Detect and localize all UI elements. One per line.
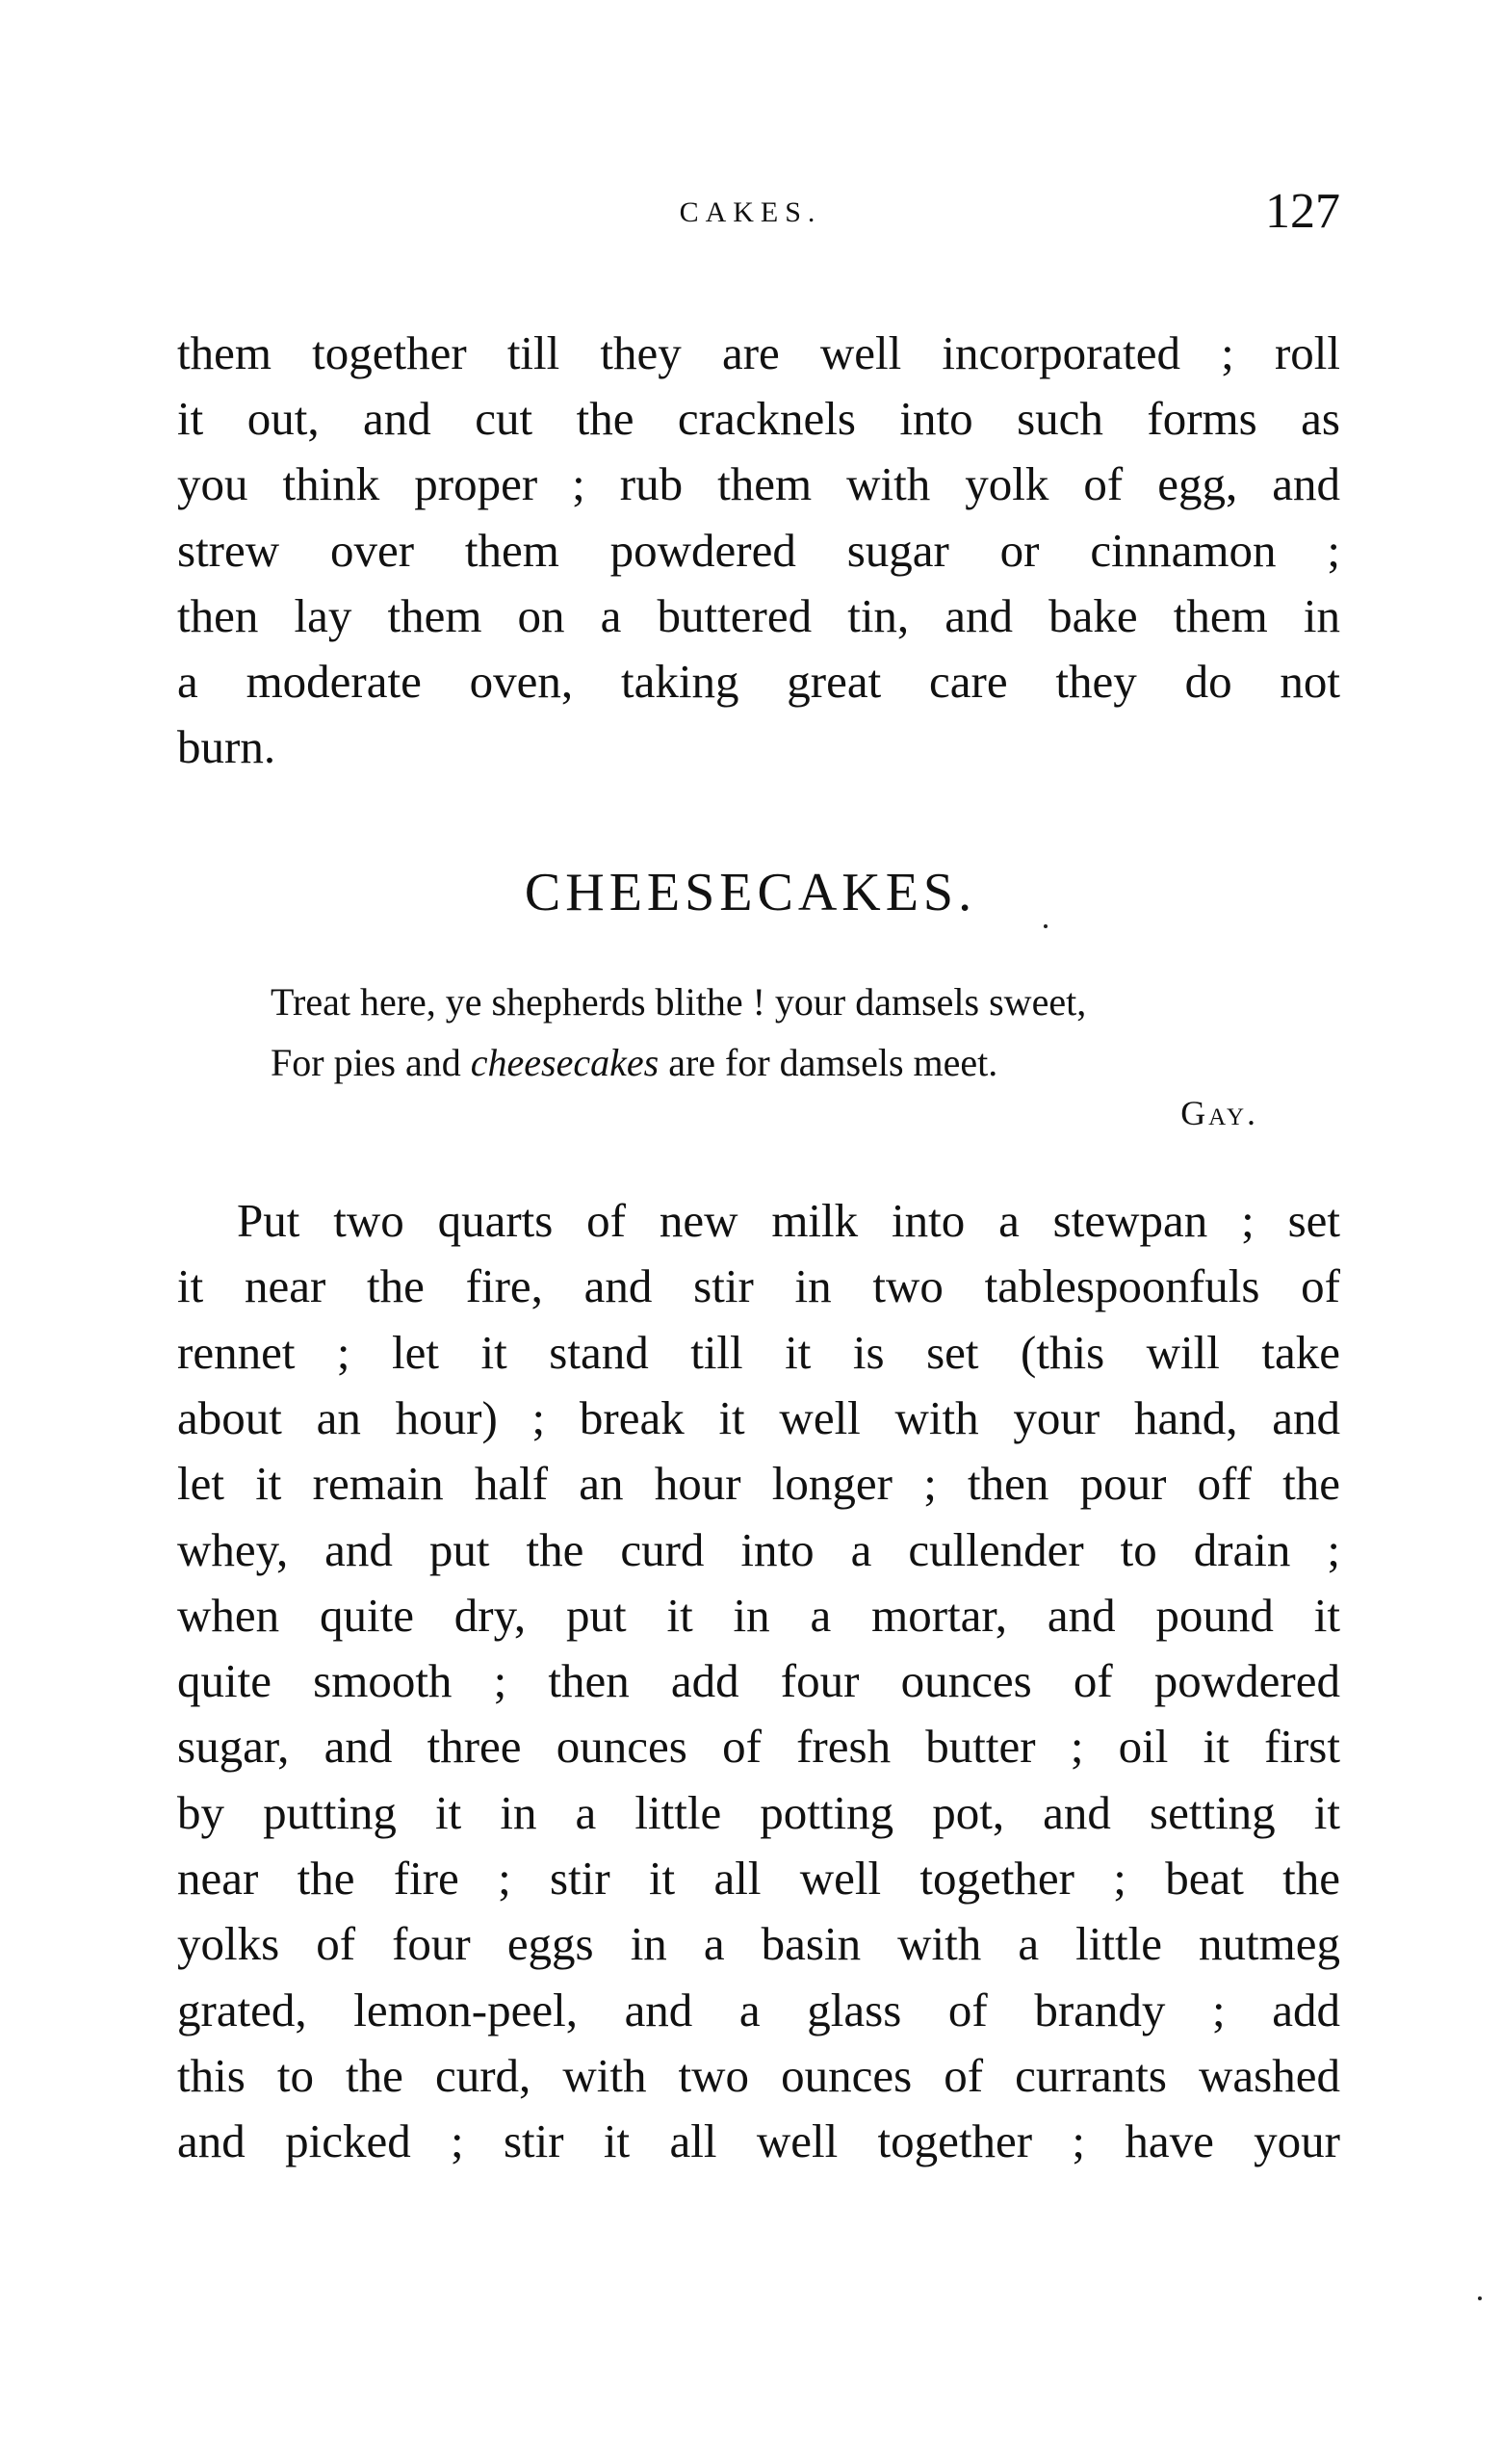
text-line: by putting it in a little potting pot, and setting it — [177, 1785, 1340, 1839]
text-line: you think proper ; rub them with yolk of egg, and — [177, 457, 1340, 511]
section-heading: CHEESECAKES. — [524, 863, 977, 922]
epigraph-text: For pies and — [271, 1041, 471, 1084]
text-line: let it remain half an hour longer ; then pour off the — [177, 1457, 1340, 1511]
text-line: when quite dry, put it in a mortar, and pound it — [177, 1588, 1340, 1642]
text-line: about an hour) ; break it well with your hand, and — [177, 1390, 1340, 1444]
text-line: rennet ; let it stand till it is set (this will take — [177, 1325, 1340, 1379]
text-line: quite smooth ; then add four ounces of powdered — [177, 1654, 1340, 1708]
text-line: a moderate oven, taking great care they do not — [177, 655, 1340, 708]
text-line: strew over them powdered sugar or cinnamon ; — [177, 523, 1340, 577]
epigraph-italic: cheesecakes — [470, 1041, 660, 1084]
text-line: Put two quarts of new milk into a stewpan ; set — [237, 1194, 1340, 1247]
epigraph-text: are for damsels meet. — [659, 1041, 998, 1084]
stray-mark — [1478, 2296, 1482, 2300]
text-line: burn. — [177, 720, 276, 774]
text-line: near the fire ; stir it all well together ; beat the — [177, 1852, 1340, 1905]
text-line: it near the fire, and stir in two tablespoonfuls of — [177, 1259, 1340, 1313]
text-line: then lay them on a buttered tin, and bake them in — [177, 588, 1340, 642]
epigraph-line-2 — [271, 1040, 997, 1085]
page-number: 127 — [1265, 184, 1340, 239]
text-line: sugar, and three ounces of fresh butter ; oil it first — [177, 1720, 1340, 1774]
text-line: whey, and put the curd into a cullender to drain ; — [177, 1522, 1340, 1576]
text-line: and picked ; stir it all well together ; have your — [177, 2114, 1340, 2168]
text-line: it out, and cut the cracknels into such forms as — [177, 392, 1340, 446]
text-line: grated, lemon-peel, and a glass of brandy ; add — [177, 1983, 1340, 2036]
running-head: CAKES. — [679, 196, 822, 228]
epigraph-attribution: Gay. — [1180, 1094, 1258, 1132]
stray-mark — [1044, 924, 1048, 928]
text-line: this to the curd, with two ounces of currants washed — [177, 2048, 1340, 2102]
text-line: yolks of four eggs in a basin with a little nutmeg — [177, 1917, 1340, 1971]
text-line: them together till they are well incorporated ; roll — [177, 326, 1340, 379]
epigraph-line-1: Treat here, ye shepherds blithe ! your damsels sweet, — [271, 980, 1087, 1024]
